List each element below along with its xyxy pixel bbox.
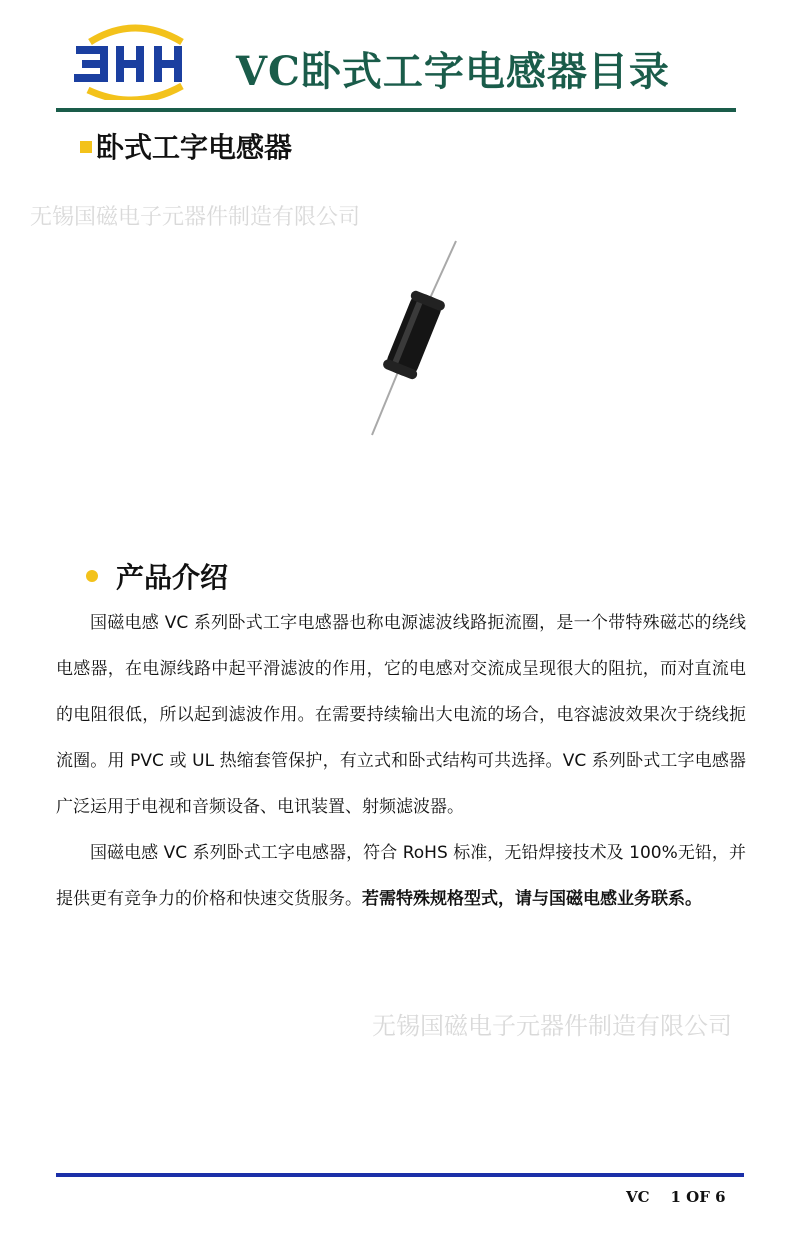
footer-divider bbox=[56, 1173, 744, 1177]
footer-page-info bbox=[626, 1188, 726, 1206]
section-title-text: 卧式工字电感器 bbox=[96, 131, 293, 164]
section-title bbox=[80, 126, 292, 166]
watermark-bottom: 无锡国磁电子元器件制造有限公司 bbox=[372, 1012, 732, 1040]
footer-page-number: 1 OF 6 bbox=[670, 1188, 726, 1206]
catalog-title: VC卧式工字电感器目录 bbox=[236, 48, 670, 95]
header-divider bbox=[56, 108, 736, 112]
intro-heading bbox=[86, 556, 228, 596]
intro-paragraph-2 bbox=[56, 830, 746, 922]
inductor-product-image bbox=[360, 235, 470, 445]
watermark-top: 无锡国磁电子元器件制造有限公司 bbox=[30, 205, 361, 230]
intro-paragraph-2-bold: 若需特殊规格型式，请与国磁电感业务联系。 bbox=[362, 889, 702, 909]
company-logo bbox=[70, 20, 200, 100]
round-bullet-icon bbox=[86, 570, 98, 582]
intro-heading-text: 产品介绍 bbox=[116, 561, 229, 594]
footer-series: VC bbox=[626, 1188, 650, 1206]
intro-paragraph-1: 国磁电感 VC 系列卧式工字电感器也称电源滤波线路扼流圈，是一个带特殊磁芯的绕线电感器，在电源线路中起平滑滤波的作用，它的电感对交流成呈现很大的阻抗，而对直流电的电阻很低，所以起到滤波作用。在需要持续输出大电流的场合，电容滤波效果次于绕线扼流圈。用 PVC 或 UL 热缩套管保护，有立式和卧式结构可共选择。VC 系列卧式工字电感器广泛运用于电视和音频设备、电讯装置、射频滤波器。 bbox=[56, 613, 746, 817]
square-bullet-icon bbox=[80, 141, 92, 153]
intro-paragraph-2-text: 国磁电感 VC 系列卧式工字电感器，符合 RoHS 标准，无铅焊接技术及 100%无铅，并提供更有竞争力的价格和快速交货服务。 bbox=[56, 843, 746, 909]
intro-body bbox=[56, 600, 746, 922]
